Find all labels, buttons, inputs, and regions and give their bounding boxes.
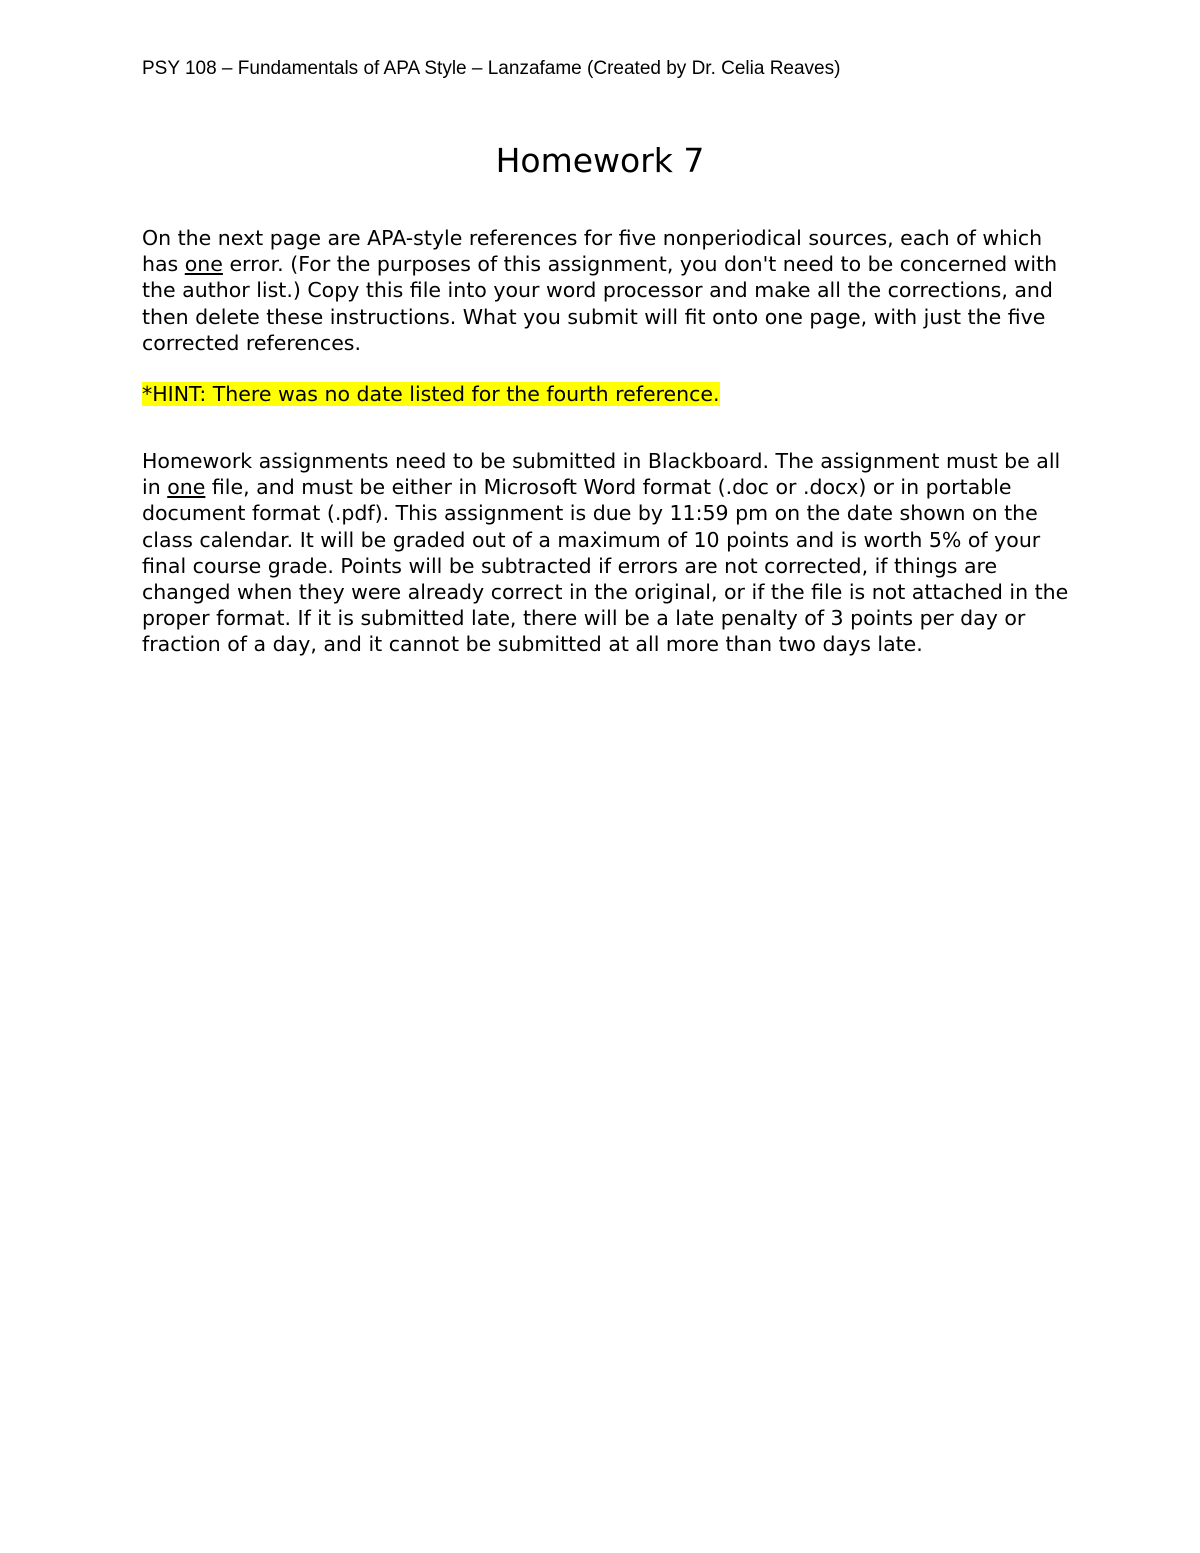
submission-text-end: file, and must be either in Microsoft Word format (.doc or .docx) or in portable document format (.pdf). This assignment is due by 11:59 pm on the date shown on the class calendar. It will be graded out of a maximum of 10 points and is worth 5% of your final course grade. Points will be subtracted if errors are not corrected, if things are changed when they were already correct in the original, or if the file is not attached in the proper format. If it is submitted late, there will be a late penalty of 3 points per day or fraction of a day, and it cannot be submitted at all more than two days late.	[142, 475, 1069, 657]
submission-text-start: Homework assignments need to be submitted in Blackboard. The assignment must be all in	[142, 449, 1061, 500]
instructions-paragraph	[142, 225, 1072, 356]
underlined-emphasis: one	[167, 475, 206, 500]
instructions-text-start: On the next page are APA-style references for five nonperiodical sources, each of which has	[142, 226, 1043, 277]
underlined-emphasis: one	[184, 252, 223, 277]
page-title: Homework 7	[495, 141, 705, 180]
highlighted-hint: *HINT: There was no date listed for the fourth reference.	[142, 382, 720, 406]
submission-paragraph	[142, 448, 1072, 658]
instructions-text-end: error. (For the purposes of this assignment, you don't need to be concerned with the author list.) Copy this file into your word processor and make all the corrections, and then delete these instructions. What you submit will fit onto one page, with just the five corrected references.	[142, 252, 1058, 355]
hint-paragraph	[142, 381, 1072, 407]
running-header: PSY 108 – Fundamentals of APA Style – Lanzafame (Created by Dr. Celia Reaves)	[142, 58, 841, 79]
